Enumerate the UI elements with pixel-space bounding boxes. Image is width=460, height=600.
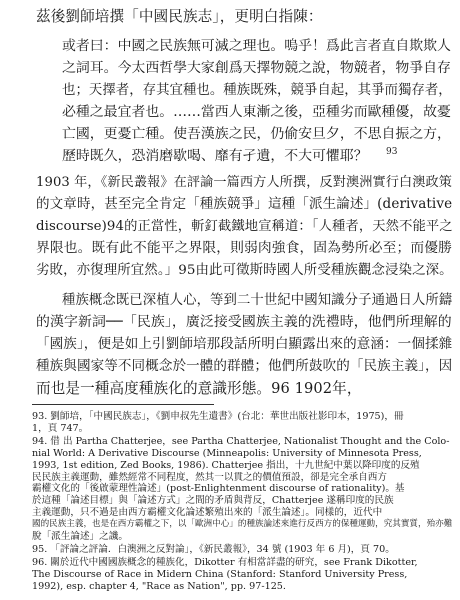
footnote-94: nial World: A Derivative Discourse (Minneapolis: University of Minnesota Press,: [32, 447, 422, 459]
footnote-93: 93. 劉師培，「中國民族志」，《劉申叔先生遺書》(台北：華世出版社影印本，1975)，冊: [32, 411, 404, 422]
footnote-94: 民民族主義運動，雖然經常不同程度，然其一以貫之的價值預設，卻是完全承自西方: [32, 471, 387, 483]
paragraph-line: 劣敗，亦復理所宜然。」95由此可徵斯時國人所受種族觀念浸染之深。: [36, 263, 453, 278]
quote-line: 歷時既久，恐消磨歇喝、靡有孑遺，不大可懼耶？: [62, 148, 368, 164]
paragraph-line: 種族概念既已深植人心，等到二十世紀中國知識分子通過日人所鑄: [62, 293, 453, 308]
footnote-94: 1993, 1st edition, Zed Books, 1986). Chatterjee 指出，十九世紀中葉以降印度的反殖: [32, 459, 420, 471]
paragraph-line: 的漢字新詞──「民族」，廣泛接受國族主義的洗禮時，他們所理解的: [36, 314, 452, 330]
footnote-rule: [32, 404, 214, 405]
paragraph-line: discourse)94的正當性，斬釘截鐵地宣稱道：「人種者，天然不能平之: [36, 219, 453, 234]
paragraph-line: 種族與國家等不同概念於一體的群體；他們所鼓吹的「民族主義」，因: [36, 358, 453, 374]
quote-line: 亡國，更憂亡種。使吾漢族之民，仍偷安旦夕，不思自振之方，: [62, 126, 451, 142]
footnote-94: 主義運動，只不過是由西方霸權文化論述繁殖出來的「派生論述」。同樣的，近代中: [32, 506, 383, 518]
footnote-94: 94. 借 出 Partha Chatterjee，see Partha Chatterjee, Nationalist Thought and the Colo-: [32, 436, 450, 448]
quote-line: 之詞耳。今太西哲學大家創爲天擇物競之說，物競者，物爭自存: [62, 60, 451, 76]
footnote-96: 96. 關於近代中國國族概念的種族化，Dikotter 有相當詳盡的研究，see Frank Dikotter,: [32, 557, 418, 569]
footnote-96: 1992), esp. chapter 4, "Race as Nation", pp. 97-125.: [32, 580, 286, 592]
quote-line: 或者曰：中國之民族無可滅之理也。嗚乎！爲此言者直自欺欺人: [62, 38, 451, 54]
paragraph-line: 而也是一種高度種族化的意識形態。96 1902年，: [36, 380, 362, 397]
paragraph-line: 界限也。既有此不能平之界限，則弱肉強食，固為勢所必至；而優勝: [36, 240, 452, 256]
footnote-94: 脫「派生論述」之譏。: [32, 530, 128, 542]
paragraph-line: 「國族」，便是如上引劉師培那段話所明白顯露出來的意涵：一個揉雜: [36, 336, 453, 352]
footnote-95: 95. 「評論之評論．白澳洲之反對論」，《新民叢報》，34 號 (1903 年 6 月)，頁 70。: [32, 543, 395, 555]
intro-line: 茲後劉師培撰「中國民族志」，更明白指陳：: [36, 8, 323, 25]
quote-line: 也；天擇者，存其宜種也。種族既殊，競爭自起，其爭而獨存者，: [62, 83, 452, 98]
footnote-94: 霸權文化的「後啟蒙理性論述」(post-Enlightenment discourse of rationality)。基: [32, 483, 405, 495]
paragraph-line: 1903 年，《新民叢報》在評論一篇西方人所撰，反對澳洲實行白澳政策: [36, 175, 453, 190]
footnote-94: 國的民族主義，也是在西方霸權之下，以「歐洲中心」的種族論述來進行反西方的保種運動，究其實質，殆亦難: [32, 518, 453, 529]
quote-line: 必種之最宜者也。……當西人東漸之後，亞種劣而歐種優，故憂: [62, 104, 451, 120]
footnote-94: 於這種「論述目標」與「論述方式」之間的矛盾與背反，Chatterjee 遂稱印度的民族: [32, 495, 394, 507]
paragraph-line: 的文章時，甚至完全肯定「種族競爭」這種「派生論述」(derivative: [36, 196, 453, 212]
footnote-ref-93: 93: [386, 147, 398, 157]
footnote-96: The Discourse of Race in Midern China (Stanford: Stanford University Press,: [32, 568, 408, 580]
footnote-93: 1，頁 747。: [32, 422, 89, 434]
